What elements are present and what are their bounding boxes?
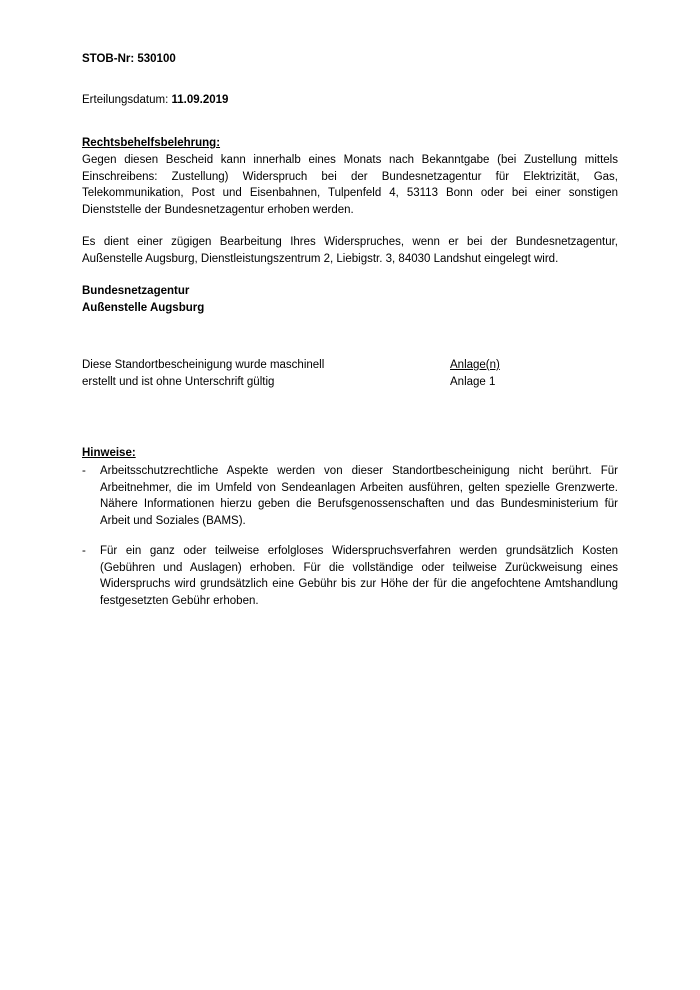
legal-remedy-heading: Rechtsbehelfsbelehrung: [82,137,221,149]
note-text: Für ein ganz oder teilweise erfolgloses Widerspruchsverfahren werden grundsätzlich Kosten (Gebühren und Auslagen) erhoben. Für die vollständige oder teilweise Zurückweisung eines Widerspruchs wird grundsätzlich eine Gebühr bis zur Höhe der für die angefochtene Amtshandlung festgesetzten Gebühr erhoben. [100,545,618,607]
issue-date-label: Erteilungsdatum: [82,94,172,106]
stob-number: STOB-Nr: 530100 [82,53,176,65]
note-item [82,463,618,529]
notes-heading: Hinweise: [82,447,136,459]
signature-note-line-2: erstellt und ist ohne Unterschrift gültig [82,375,275,388]
issue-date-value: 11.09.2019 [171,94,229,106]
note-bullet: - [82,465,86,477]
note-item [82,543,618,609]
document-body [82,52,618,623]
legal-remedy-paragraph-1: Gegen diesen Bescheid kann innerhalb eines Monats nach Bekanntgabe (bei Zustellung mittels Einschreibens: Zustellung) Widerspruch bei der Bundesnetzagentur für Elektrizität, Gas, Telekommunikation, Post und Eisenbahnen, Tulpenfeld 4, 53113 Bonn oder bei einer sonstigen Dienststelle der Bundesnetzagentur erhoben werden. [82,154,618,216]
authority-branch: Außenstelle Augsburg [82,301,205,314]
signature-and-attachments [82,357,618,390]
issue-date-line [82,93,618,108]
signature-note-line-1: Diese Standortbescheinigung wurde maschinell [82,359,325,371]
authority-block [82,283,618,316]
note-bullet: - [82,545,86,557]
signature-note [82,357,450,390]
note-text: Arbeitsschutzrechtliche Aspekte werden von dieser Standortbescheinigung nicht berührt. Für Arbeitnehmer, die im Umfeld von Sendeanlagen Arbeiten ausführen, gelten spezielle Grenzwerte. Nähere Informationen hierzu geben die Berufsgenossenschaften und das Bundesministerium für Arbeit und Soziales (BAMS). [100,465,618,527]
attachment-item: Anlage 1 [450,375,496,388]
attachments-heading: Anlage(n) [450,359,500,371]
authority-name: Bundesnetzagentur [82,285,190,297]
legal-remedy-paragraph-2: Es dient einer zügigen Bearbeitung Ihres Widerspruches, wenn er bei der Bundesnetzagentur, Außenstelle Augsburg, Dienstleistungszentrum 2, Liebigstr. 3, 84030 Landshut eingelegt wird. [82,236,618,265]
attachments-block [450,357,500,390]
